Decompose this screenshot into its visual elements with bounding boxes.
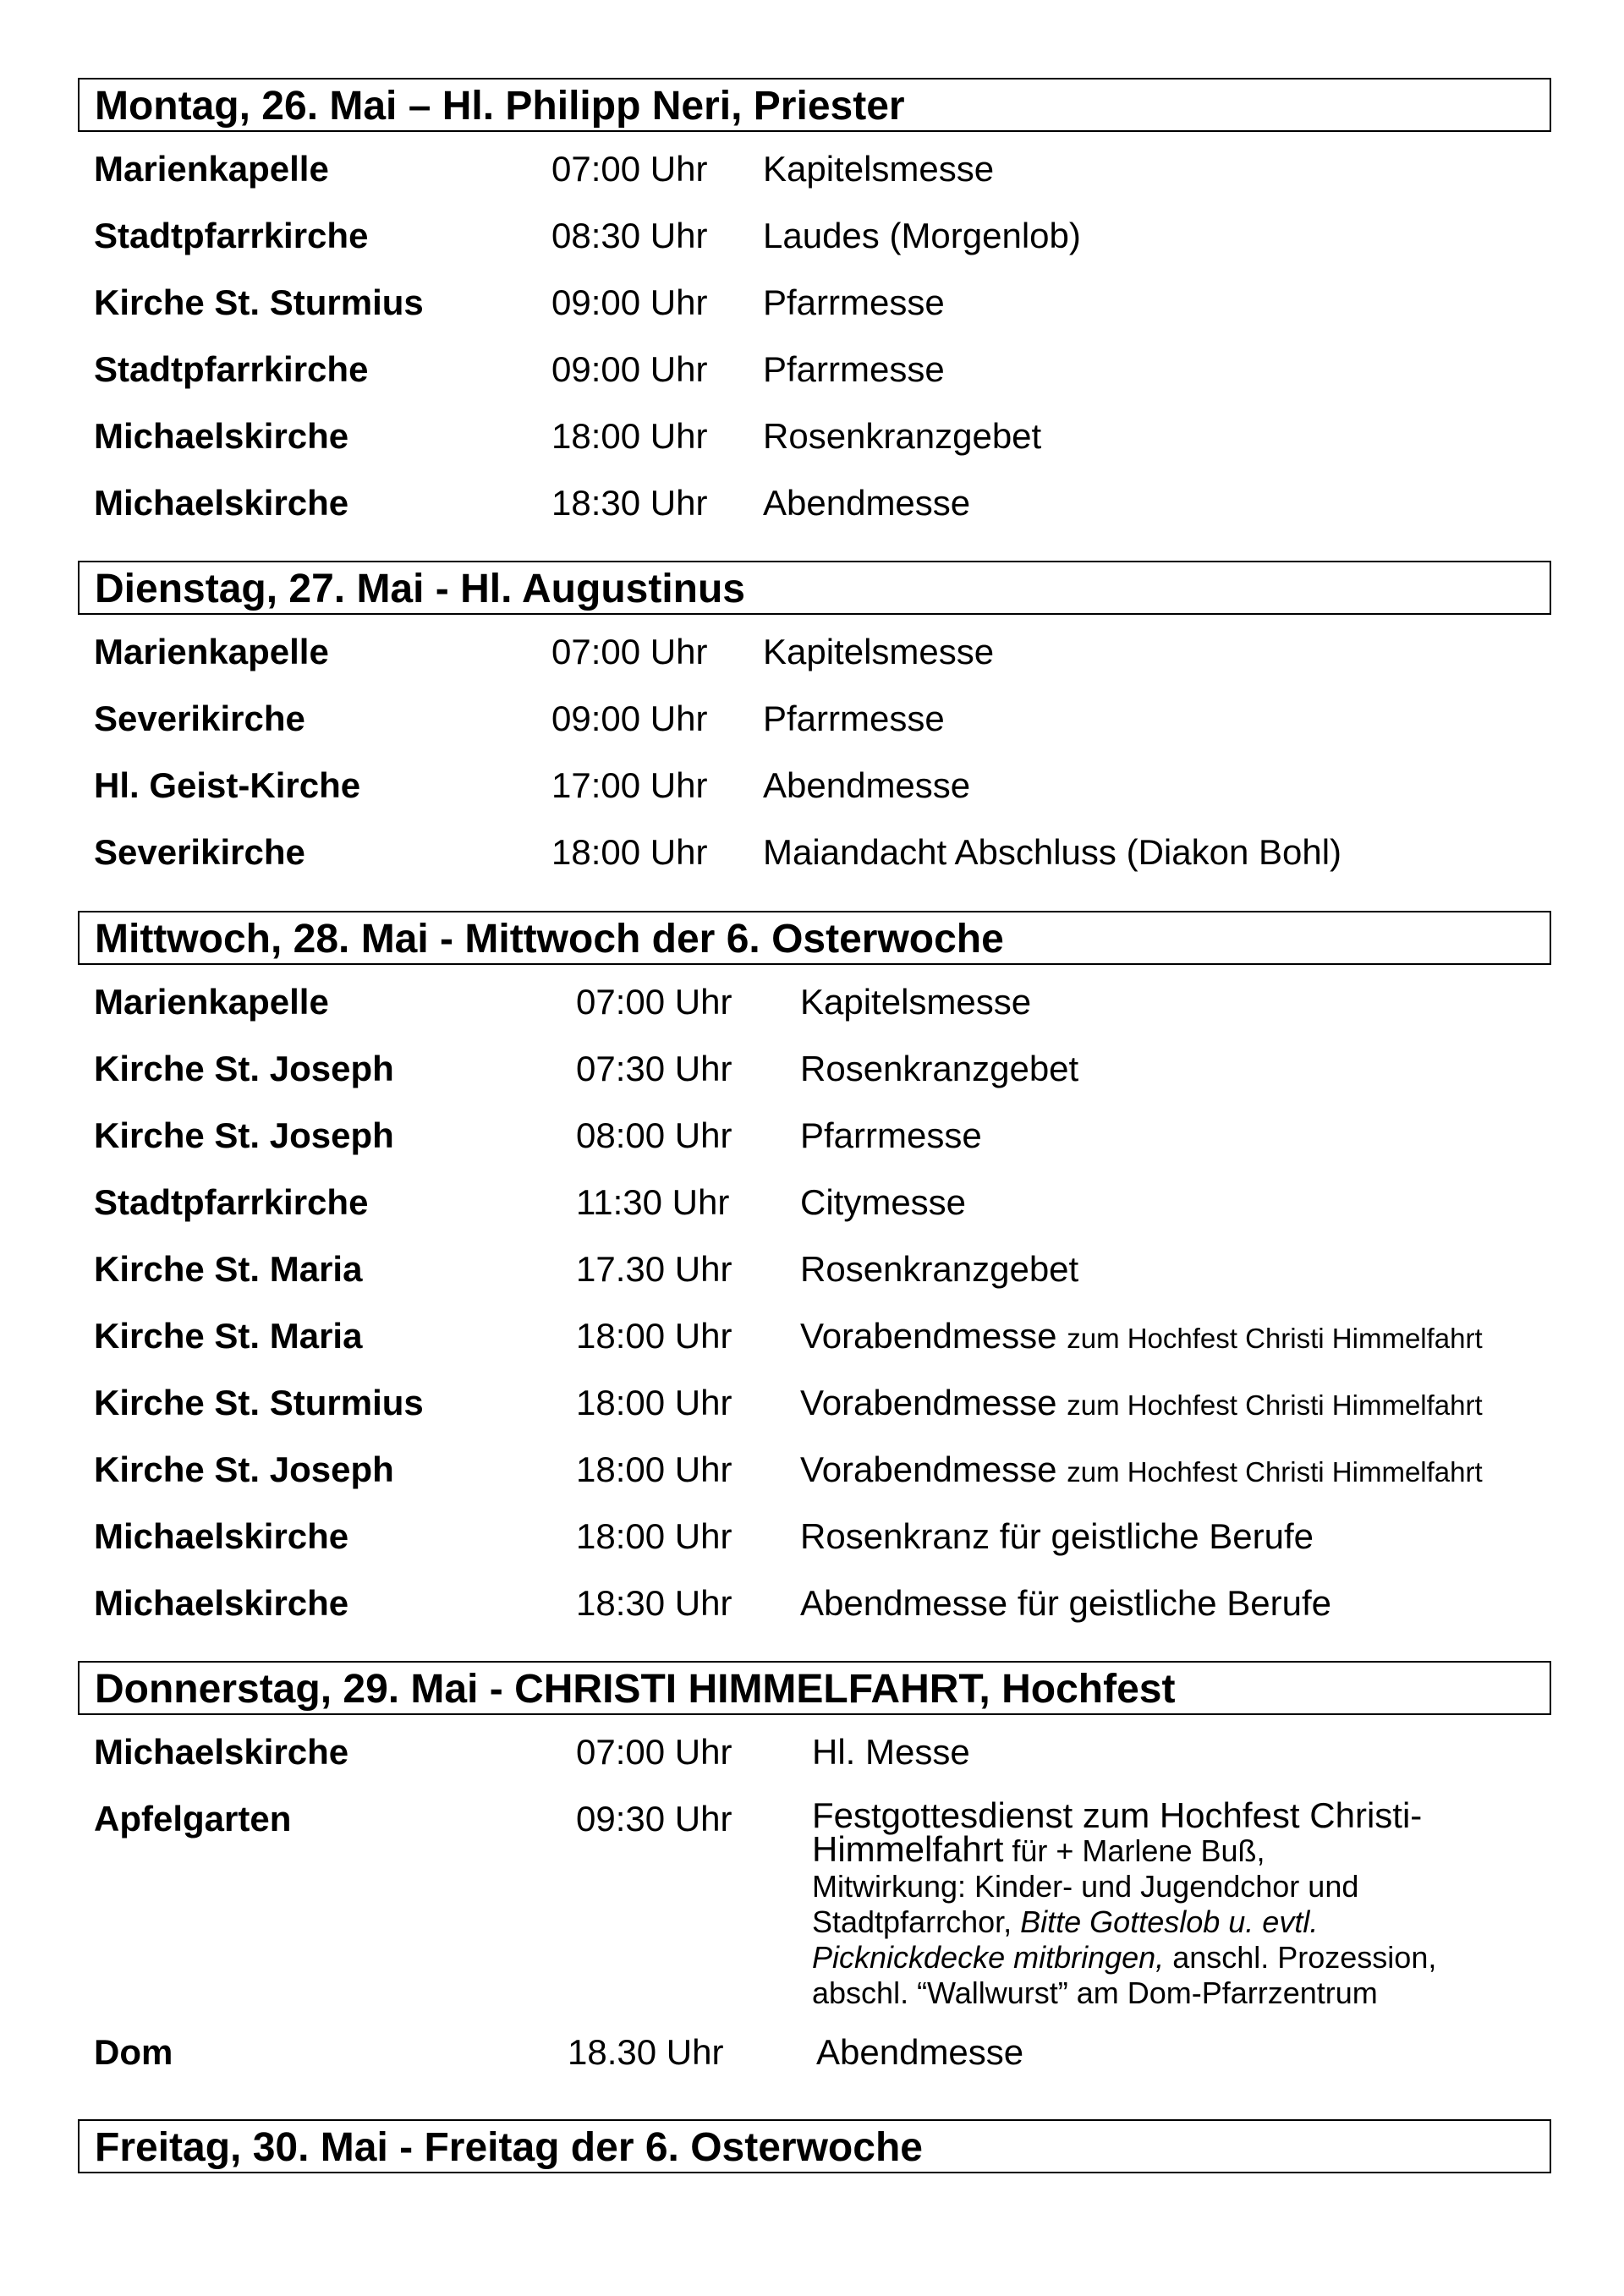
description-line-b: Bitte Gotteslob u. evtl. [1020, 1904, 1319, 1939]
location: Kirche St. Sturmius [94, 1383, 424, 1422]
schedule-row [0, 1316, 1624, 1367]
time: 18:00 Uhr [551, 416, 708, 456]
location: Kirche St. Maria [94, 1249, 363, 1289]
time: 09:00 Uhr [551, 282, 708, 322]
schedule-row [0, 1516, 1624, 1567]
description: Kapitelsmesse [763, 632, 995, 671]
description [800, 1049, 1078, 1089]
time: 18:00 Uhr [576, 1383, 732, 1422]
description [800, 1449, 1483, 1493]
time: 07:00 Uhr [551, 149, 708, 189]
schedule-row [0, 282, 1624, 333]
schedule-row [0, 2032, 1624, 2083]
day-header [78, 1661, 1551, 1715]
location: Severikirche [94, 699, 305, 738]
location: Marienkapelle [94, 632, 329, 671]
day-title: Mittwoch, 28. Mai - Mittwoch der 6. Osterwoche [95, 917, 1004, 962]
time: 18:00 Uhr [551, 832, 708, 872]
schedule-row [0, 1182, 1624, 1233]
location: Kirche St. Sturmius [94, 282, 424, 322]
day-header [78, 2119, 1551, 2173]
description: Pfarrmesse [763, 349, 945, 389]
schedule-row [0, 1732, 1624, 1783]
time: 18:00 Uhr [576, 1449, 732, 1489]
description-line-main: Himmelfahrt [812, 1829, 1004, 1869]
schedule-row [0, 416, 1624, 467]
description-text: Pfarrmesse [800, 1115, 982, 1155]
description-line: Mitwirkung: Kinder- und Jugendchor und [812, 1869, 1359, 1904]
schedule-row [0, 216, 1624, 266]
description [800, 1383, 1483, 1426]
description [800, 1249, 1078, 1290]
location: Kirche St. Joseph [94, 1115, 394, 1155]
schedule-row [0, 699, 1624, 749]
description: Abendmesse [816, 2032, 1024, 2072]
description-note: zum Hochfest Christi Himmelfahrt [1067, 1323, 1483, 1354]
schedule-row [0, 832, 1624, 883]
description-note: zum Hochfest Christi Himmelfahrt [1067, 1389, 1483, 1421]
schedule-row [0, 1383, 1624, 1433]
day-title: Donnerstag, 29. Mai - CHRISTI HIMMELFAHRT, Hochfest [95, 1667, 1176, 1712]
schedule-row [0, 1449, 1624, 1500]
location: Apfelgarten [94, 1799, 292, 1838]
location: Dom [94, 2032, 173, 2072]
description-line [812, 1829, 1539, 1869]
time: 09:30 Uhr [576, 1799, 732, 1838]
description: Laudes (Morgenlob) [763, 216, 1081, 255]
day-title: Freitag, 30. Mai - Freitag der 6. Osterwoche [95, 2125, 923, 2170]
time: 07:00 Uhr [576, 1732, 732, 1772]
description-line-note: für + Marlene Buß, [1003, 1833, 1265, 1868]
description: Abendmesse [763, 765, 971, 805]
time: 08:00 Uhr [576, 1115, 732, 1155]
description-text: Rosenkranzgebet [800, 1249, 1079, 1289]
description-text: Vorabendmesse [800, 1316, 1057, 1356]
location: Kirche St. Joseph [94, 1049, 394, 1088]
time: 08:30 Uhr [551, 216, 708, 255]
description: Kapitelsmesse [763, 149, 995, 189]
location: Stadtpfarrkirche [94, 349, 369, 389]
description-text: Abendmesse für geistliche Berufe [800, 1583, 1332, 1623]
description-line-a: Stadtpfarrchor, [812, 1904, 1021, 1939]
description-text: Citymesse [800, 1182, 967, 1222]
description: Maiandacht Abschluss (Diakon Bohl) [763, 832, 1342, 872]
location: Hl. Geist-Kirche [94, 765, 361, 805]
location: Michaelskirche [94, 1732, 349, 1772]
time: 07:00 Uhr [551, 632, 708, 671]
description: Abendmesse [763, 483, 971, 523]
time: 09:00 Uhr [551, 349, 708, 389]
time: 18:30 Uhr [576, 1583, 732, 1623]
description [812, 1795, 1539, 2011]
schedule-row [0, 1049, 1624, 1099]
location: Michaelskirche [94, 1516, 349, 1556]
day-header [78, 78, 1551, 132]
time: 07:00 Uhr [576, 982, 732, 1022]
description: Pfarrmesse [763, 282, 945, 322]
location: Kirche St. Joseph [94, 1449, 394, 1489]
schedule-row [0, 483, 1624, 534]
description: Rosenkranzgebet [763, 416, 1042, 456]
description-line [812, 1904, 1539, 1940]
description-text: Kapitelsmesse [800, 982, 1032, 1022]
description-line: abschl. “Wallwurst” am Dom-Pfarrzentrum [812, 1975, 1378, 2010]
description-line [812, 1940, 1539, 1975]
description [800, 1516, 1314, 1557]
day-title: Dienstag, 27. Mai - Hl. Augustinus [95, 567, 745, 611]
description-text: Rosenkranzgebet [800, 1049, 1079, 1088]
description-text: Vorabendmesse [800, 1383, 1057, 1422]
location: Stadtpfarrkirche [94, 1182, 369, 1222]
location: Stadtpfarrkirche [94, 216, 369, 255]
time: 18:00 Uhr [576, 1516, 732, 1556]
location: Marienkapelle [94, 149, 329, 189]
schedule-row [0, 1249, 1624, 1300]
time: 09:00 Uhr [551, 699, 708, 738]
location: Michaelskirche [94, 483, 349, 523]
description: Pfarrmesse [763, 699, 945, 738]
location: Severikirche [94, 832, 305, 872]
time: 07:30 Uhr [576, 1049, 732, 1088]
location: Michaelskirche [94, 416, 349, 456]
description [800, 982, 1031, 1022]
schedule-row [0, 632, 1624, 682]
day-title: Montag, 26. Mai – Hl. Philipp Neri, Priester [95, 84, 905, 129]
description [800, 1316, 1483, 1359]
time: 17:00 Uhr [551, 765, 708, 805]
description: Hl. Messe [812, 1732, 970, 1772]
location: Michaelskirche [94, 1583, 349, 1623]
schedule-row [0, 349, 1624, 400]
description [800, 1115, 982, 1156]
description-line-b: anschl. Prozession, [1164, 1940, 1437, 1975]
time: 17.30 Uhr [576, 1249, 732, 1289]
time: 18.30 Uhr [568, 2032, 724, 2072]
description-note: zum Hochfest Christi Himmelfahrt [1067, 1456, 1483, 1488]
location: Marienkapelle [94, 982, 329, 1022]
time: 18:00 Uhr [576, 1316, 732, 1356]
description-line: Festgottesdienst zum Hochfest Christi- [812, 1795, 1423, 1835]
day-header [78, 561, 1551, 615]
description-text: Vorabendmesse [800, 1449, 1057, 1489]
day-header [78, 911, 1551, 965]
schedule-row [0, 982, 1624, 1033]
description [800, 1182, 966, 1223]
schedule-row [0, 765, 1624, 816]
schedule-row [0, 1115, 1624, 1166]
description-line-a: Picknickdecke mitbringen, [812, 1940, 1165, 1975]
description [800, 1583, 1331, 1624]
schedule-row [0, 1583, 1624, 1634]
description-text: Rosenkranz für geistliche Berufe [800, 1516, 1314, 1556]
schedule-row [0, 149, 1624, 200]
time: 11:30 Uhr [576, 1182, 730, 1222]
schedule-row [0, 1795, 1624, 2019]
location: Kirche St. Maria [94, 1316, 363, 1356]
time: 18:30 Uhr [551, 483, 708, 523]
